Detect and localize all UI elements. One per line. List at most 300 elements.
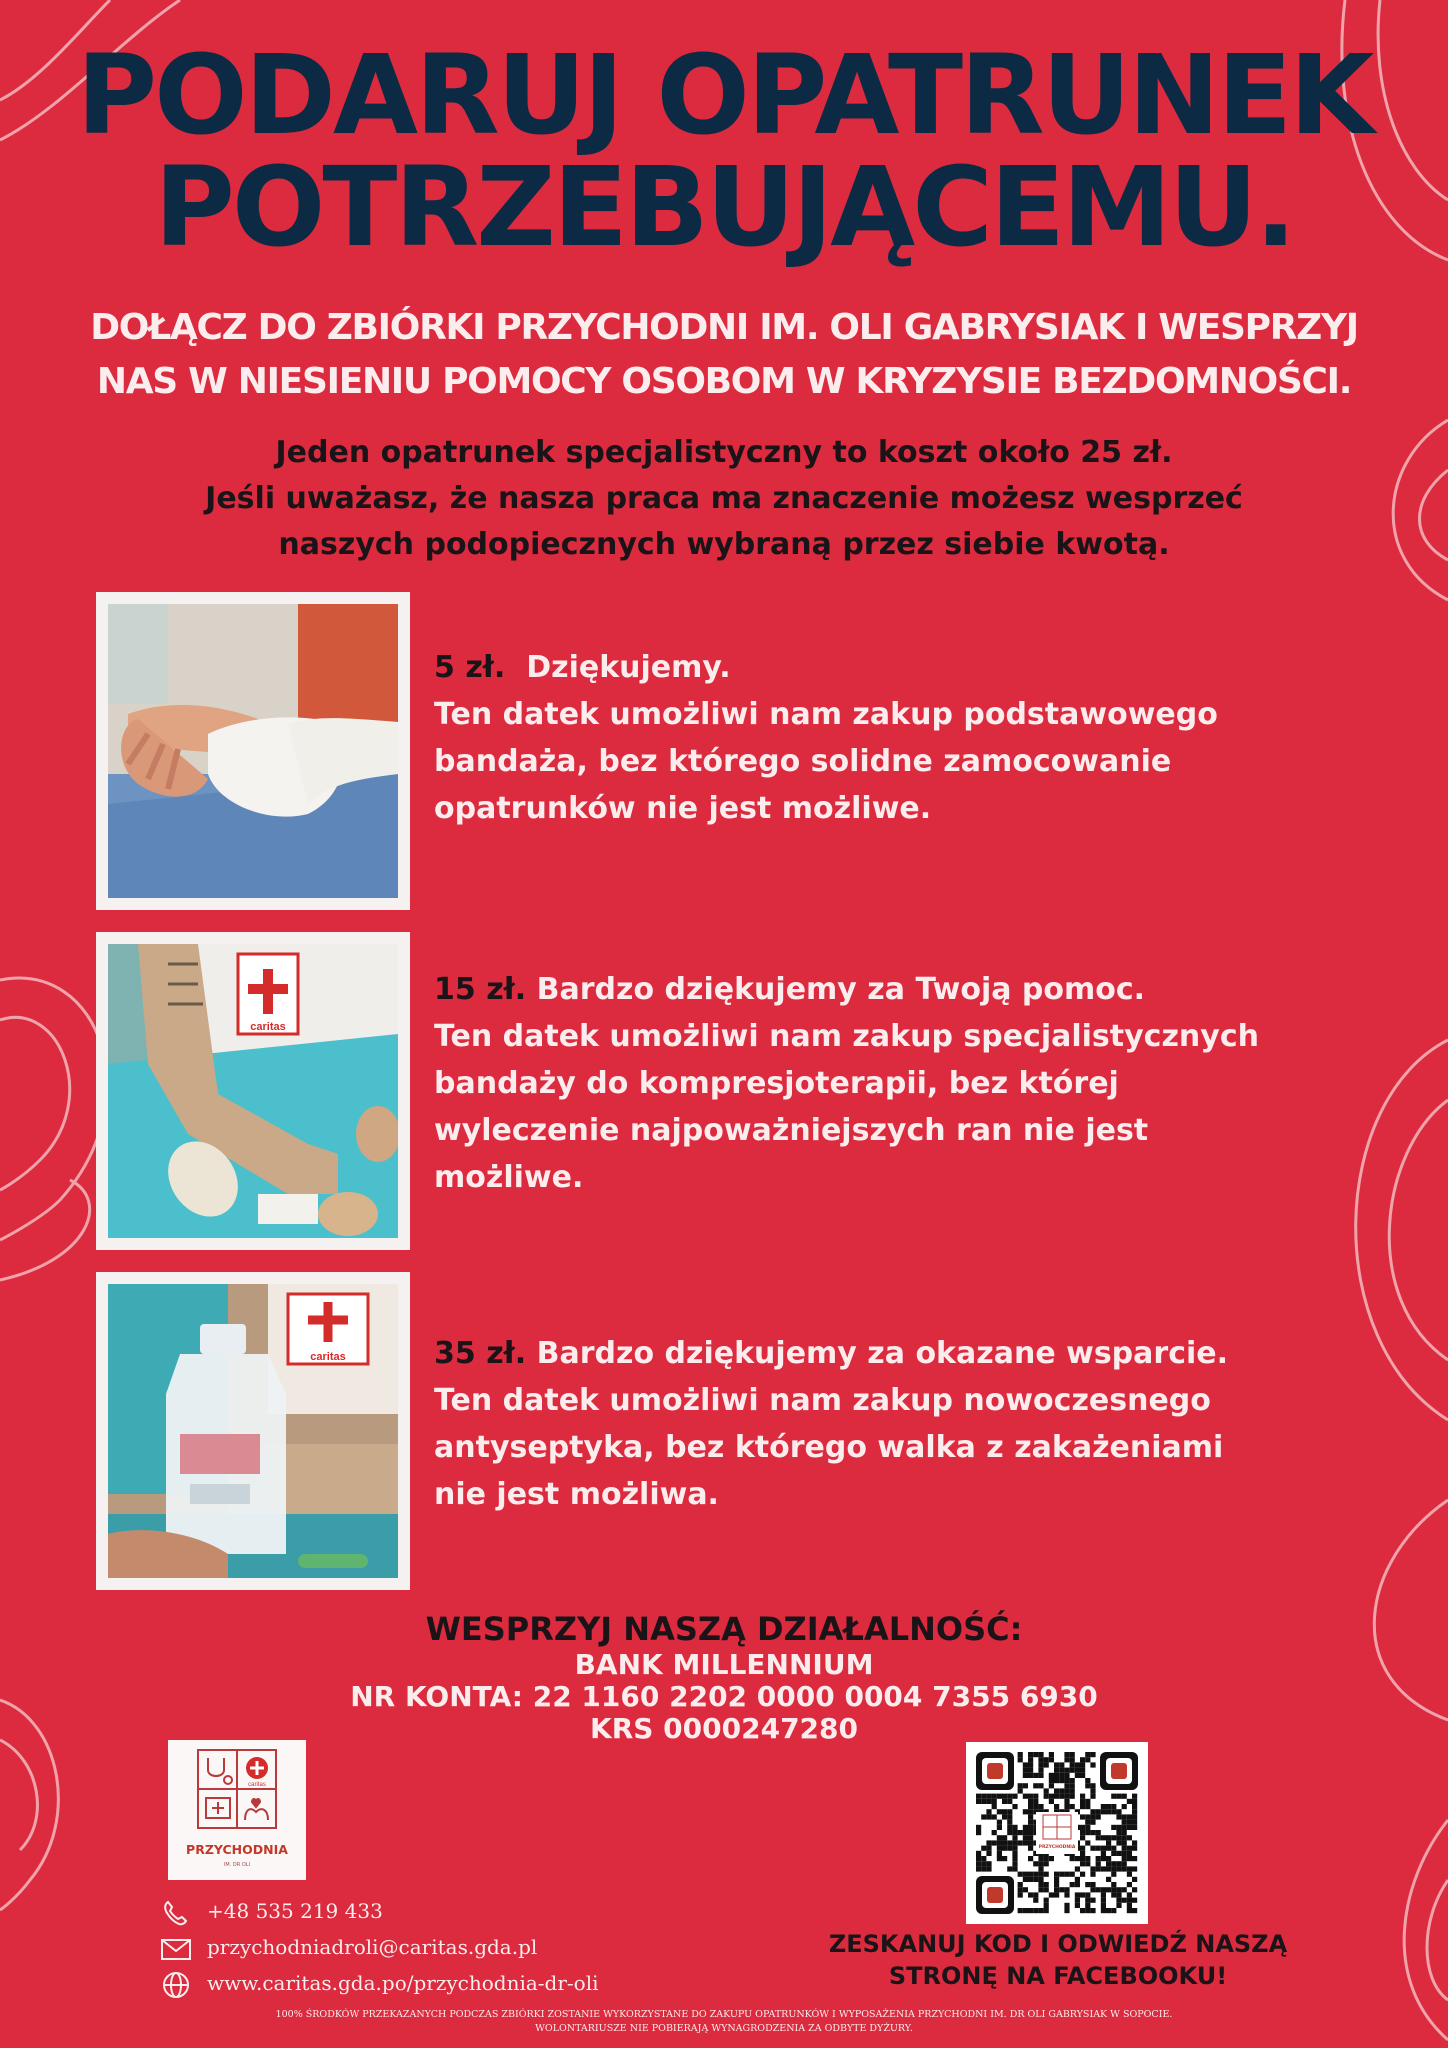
qr-module <box>1122 1825 1127 1830</box>
qr-module <box>1085 1908 1090 1913</box>
qr-module <box>1101 1908 1106 1913</box>
qr-module <box>1049 1773 1054 1778</box>
qr-module <box>1012 1866 1017 1871</box>
qr-module <box>1012 1840 1017 1845</box>
qr-module <box>1028 1799 1033 1804</box>
qr-module <box>1028 1856 1033 1861</box>
qr-module <box>981 1814 986 1819</box>
qr-module <box>1080 1814 1085 1819</box>
qr-module <box>1054 1804 1059 1809</box>
qr-module <box>1028 1835 1033 1840</box>
intro-line-3: naszych podopiecznych wybraną przez siebie kwotą. <box>278 527 1170 562</box>
poster-title-line-1: PODARUJ OPATRUNEK <box>76 31 1372 159</box>
tier-15-line: bandaży do kompresjoterapii, bez której <box>434 1066 1119 1101</box>
qr-module <box>976 1825 981 1830</box>
qr-caption-line-2: STRONĘ NA FACEBOOKU! <box>888 1962 1228 1990</box>
qr-module <box>976 1861 981 1866</box>
qr-module <box>1080 1773 1085 1778</box>
qr-module <box>981 1866 986 1871</box>
qr-module <box>1132 1846 1137 1851</box>
qr-module <box>1012 1846 1017 1851</box>
qr-module <box>1080 1892 1085 1897</box>
qr-module <box>1033 1861 1038 1866</box>
qr-module <box>1085 1820 1090 1825</box>
qr-module <box>1090 1898 1095 1903</box>
qr-module <box>1007 1820 1012 1825</box>
qr-module <box>1132 1908 1137 1913</box>
tier-35-thanks: Bardzo dziękujemy za okazane wsparcie. <box>536 1336 1229 1371</box>
qr-module <box>1002 1814 1007 1819</box>
qr-module <box>1018 1830 1023 1835</box>
stethoscope-icon <box>208 1758 232 1784</box>
qr-module <box>1106 1840 1111 1845</box>
qr-module <box>1028 1872 1033 1877</box>
qr-module <box>1096 1814 1101 1819</box>
qr-module <box>1080 1835 1085 1840</box>
qr-module <box>1127 1872 1132 1877</box>
phone-icon <box>160 1898 192 1928</box>
qr-module <box>1122 1851 1127 1856</box>
qr-module <box>1038 1762 1043 1767</box>
tier-15-amount: 15 zł. <box>434 972 527 1007</box>
qr-module <box>1018 1887 1023 1892</box>
qr-module <box>1090 1872 1095 1877</box>
logo-caritas-label: caritas <box>248 1782 266 1788</box>
bank-account-number: NR KONTA: 22 1160 2202 0000 0004 7355 6930 <box>350 1680 1098 1713</box>
poster-subtitle-line-1: DOŁĄCZ DO ZBIÓRKI PRZYCHODNI IM. OLI GABRYSIAK I WESPRZYJ <box>90 307 1358 348</box>
qr-module <box>1059 1762 1064 1767</box>
qr-module <box>1028 1809 1033 1814</box>
qr-module <box>1002 1856 1007 1861</box>
qr-module <box>1028 1752 1033 1757</box>
qr-module <box>1070 1804 1075 1809</box>
qr-module <box>1028 1846 1033 1851</box>
qr-module <box>1007 1814 1012 1819</box>
qr-module <box>1044 1898 1049 1903</box>
qr-module <box>1002 1809 1007 1814</box>
qr-module <box>1054 1773 1059 1778</box>
qr-module <box>1101 1892 1106 1897</box>
qr-module <box>1127 1898 1132 1903</box>
qr-module <box>981 1846 986 1851</box>
qr-module <box>1028 1830 1033 1835</box>
qr-module <box>986 1809 991 1814</box>
qr-module <box>1049 1778 1054 1783</box>
qr-module <box>1132 1794 1137 1799</box>
qr-module <box>1028 1794 1033 1799</box>
qr-module <box>1049 1856 1054 1861</box>
qr-module <box>1054 1892 1059 1897</box>
qr-module <box>1132 1825 1137 1830</box>
support-heading: WESPRZYJ NASZĄ DZIAŁALNOŚĆ: <box>425 1610 1023 1648</box>
qr-module <box>1085 1830 1090 1835</box>
qr-module <box>1116 1898 1121 1903</box>
qr-module <box>986 1866 991 1871</box>
qr-module <box>997 1846 1002 1851</box>
qr-module <box>1028 1773 1033 1778</box>
qr-module <box>1111 1804 1116 1809</box>
qr-module <box>1127 1856 1132 1861</box>
qr-module <box>1044 1794 1049 1799</box>
qr-module <box>1064 1892 1069 1897</box>
qr-module <box>1085 1814 1090 1819</box>
qr-module <box>1033 1872 1038 1877</box>
qr-module <box>1127 1892 1132 1897</box>
qr-module <box>1096 1861 1101 1866</box>
caritas-cross-icon <box>246 1757 268 1788</box>
qr-module <box>1070 1778 1075 1783</box>
qr-module <box>1028 1757 1033 1762</box>
qr-module <box>1090 1866 1095 1871</box>
qr-module <box>1111 1861 1116 1866</box>
qr-module <box>1132 1898 1137 1903</box>
qr-module <box>1044 1882 1049 1887</box>
qr-module <box>1038 1783 1043 1788</box>
qr-module <box>997 1820 1002 1825</box>
qr-module <box>1023 1872 1028 1877</box>
qr-module <box>1012 1851 1017 1856</box>
qr-module <box>1085 1778 1090 1783</box>
qr-module <box>1007 1830 1012 1835</box>
qr-module <box>1116 1825 1121 1830</box>
qr-module <box>1127 1835 1132 1840</box>
qr-module <box>1023 1830 1028 1835</box>
qr-module <box>1116 1840 1121 1845</box>
qr-module <box>992 1814 997 1819</box>
tier-15-thanks: Bardzo dziękujemy za Twoją pomoc. <box>536 972 1146 1007</box>
tier-5-line: Ten datek umożliwi nam zakup podstawowego <box>434 697 1218 732</box>
hands-heart-icon <box>245 1799 268 1820</box>
qr-module <box>1070 1872 1075 1877</box>
qr-module <box>1132 1809 1137 1814</box>
qr-module <box>1033 1773 1038 1778</box>
photo-bandaged-hand <box>108 604 398 898</box>
qr-module <box>1012 1794 1017 1799</box>
qr-module <box>1018 1752 1023 1757</box>
qr-module <box>1101 1809 1106 1814</box>
qr-module <box>1085 1903 1090 1908</box>
qr-module <box>1127 1851 1132 1856</box>
qr-module <box>1075 1877 1080 1882</box>
qr-module <box>1132 1866 1137 1871</box>
qr-module <box>1122 1814 1127 1819</box>
photo-frame-bandaged-hand <box>96 592 410 910</box>
qr-module <box>1101 1856 1106 1861</box>
qr-module <box>1033 1908 1038 1913</box>
qr-module <box>1049 1892 1054 1897</box>
qr-module <box>981 1799 986 1804</box>
qr-module <box>1085 1840 1090 1845</box>
qr-module <box>1090 1794 1095 1799</box>
qr-module <box>1127 1882 1132 1887</box>
qr-module <box>997 1835 1002 1840</box>
qr-module <box>1028 1877 1033 1882</box>
qr-module <box>976 1794 981 1799</box>
qr-module <box>986 1846 991 1851</box>
qr-module <box>1080 1846 1085 1851</box>
photo-caritas-label-2: caritas <box>310 1351 346 1363</box>
tier-5-amount: 5 zł. <box>434 650 506 685</box>
qr-module <box>1132 1814 1137 1819</box>
qr-module <box>1038 1856 1043 1861</box>
qr-module <box>1080 1799 1085 1804</box>
qr-module <box>1070 1783 1075 1788</box>
qr-module <box>1023 1809 1028 1814</box>
qr-module <box>1122 1898 1127 1903</box>
qr-module <box>1111 1872 1116 1877</box>
qr-module <box>1070 1882 1075 1887</box>
qr-module <box>1038 1882 1043 1887</box>
qr-module <box>1122 1846 1127 1851</box>
qr-module <box>1028 1768 1033 1773</box>
qr-module <box>1023 1762 1028 1767</box>
qr-module <box>1033 1892 1038 1897</box>
logo-name: PRZYCHODNIA <box>186 1842 288 1857</box>
qr-module <box>1101 1887 1106 1892</box>
qr-module <box>1070 1856 1075 1861</box>
qr-module <box>1111 1851 1116 1856</box>
qr-module <box>1028 1804 1033 1809</box>
qr-module <box>1090 1783 1095 1788</box>
qr-module <box>1080 1872 1085 1877</box>
qr-module <box>1111 1809 1116 1814</box>
qr-module <box>1075 1762 1080 1767</box>
qr-module <box>1033 1783 1038 1788</box>
qr-module <box>1085 1861 1090 1866</box>
qr-module <box>1064 1804 1069 1809</box>
qr-module <box>1116 1851 1121 1856</box>
qr-module <box>1033 1752 1038 1757</box>
qr-caption <box>800 1928 1316 1992</box>
qr-module <box>1101 1835 1106 1840</box>
qr-module <box>1064 1783 1069 1788</box>
qr-module <box>1059 1794 1064 1799</box>
tier-35-line: nie jest możliwa. <box>434 1477 719 1512</box>
qr-module <box>1101 1866 1106 1871</box>
qr-module <box>976 1851 981 1856</box>
qr-module <box>1075 1892 1080 1897</box>
qr-module <box>1116 1814 1121 1819</box>
qr-module <box>1018 1908 1023 1913</box>
qr-module <box>1054 1872 1059 1877</box>
contact-email-text: przychodniadroli@caritas.gda.pl <box>207 1935 538 1959</box>
qr-module <box>1080 1861 1085 1866</box>
qr-module <box>1080 1908 1085 1913</box>
qr-module <box>1007 1846 1012 1851</box>
qr-module <box>1002 1835 1007 1840</box>
qr-module <box>1038 1773 1043 1778</box>
qr-module <box>1111 1846 1116 1851</box>
qr-module <box>1111 1835 1116 1840</box>
tier-5-thanks: Dziękujemy. <box>526 650 731 685</box>
qr-module <box>1116 1830 1121 1835</box>
qr-module <box>1044 1872 1049 1877</box>
globe-icon <box>160 1970 192 2000</box>
contact-phone-text: +48 535 219 433 <box>207 1899 383 1923</box>
intro-line-1: Jeden opatrunek specjalistyczny to koszt około 25 zł. <box>275 435 1173 470</box>
qr-module <box>1132 1840 1137 1845</box>
qr-module <box>1033 1877 1038 1882</box>
qr-module <box>1070 1752 1075 1757</box>
qr-module <box>1116 1835 1121 1840</box>
qr-module <box>1028 1908 1033 1913</box>
qr-module <box>1028 1814 1033 1819</box>
qr-module <box>1023 1783 1028 1788</box>
qr-module <box>1090 1882 1095 1887</box>
tier-35-line: antyseptyka, bez którego walka z zakażeniami <box>434 1430 1224 1465</box>
qr-module <box>1085 1856 1090 1861</box>
qr-module <box>1064 1768 1069 1773</box>
qr-module <box>976 1866 981 1871</box>
qr-module <box>1012 1830 1017 1835</box>
qr-module <box>1080 1825 1085 1830</box>
qr-module <box>1085 1825 1090 1830</box>
qr-module <box>986 1861 991 1866</box>
tier-15-line: wyleczenie najpoważniejszych ran nie jest <box>434 1113 1149 1148</box>
qr-module <box>1007 1794 1012 1799</box>
qr-module <box>1080 1794 1085 1799</box>
qr-module <box>1111 1794 1116 1799</box>
qr-module <box>1028 1892 1033 1897</box>
qr-module <box>1012 1835 1017 1840</box>
qr-module <box>1023 1825 1028 1830</box>
footnote <box>0 2008 1448 2036</box>
qr-module <box>1044 1903 1049 1908</box>
qr-module <box>1090 1788 1095 1793</box>
qr-module <box>1096 1856 1101 1861</box>
qr-module <box>1038 1804 1043 1809</box>
photo-caritas-label: caritas <box>250 1021 286 1033</box>
qr-module <box>1023 1773 1028 1778</box>
qr-module <box>1075 1898 1080 1903</box>
qr-module <box>1122 1835 1127 1840</box>
qr-module <box>1096 1846 1101 1851</box>
qr-module <box>1096 1835 1101 1840</box>
qr-module <box>1111 1892 1116 1897</box>
qr-module <box>1090 1752 1095 1757</box>
facebook-qr-code[interactable] <box>966 1742 1148 1924</box>
qr-module <box>1096 1830 1101 1835</box>
qr-module <box>1122 1840 1127 1845</box>
qr-module <box>1080 1856 1085 1861</box>
qr-module <box>981 1794 986 1799</box>
qr-module <box>1049 1799 1054 1804</box>
qr-module <box>981 1861 986 1866</box>
qr-module <box>1106 1809 1111 1814</box>
tier-35-amount: 35 zł. <box>434 1336 527 1371</box>
qr-module <box>1018 1783 1023 1788</box>
qr-module <box>1012 1856 1017 1861</box>
qr-module <box>1018 1840 1023 1845</box>
qr-module <box>1085 1752 1090 1757</box>
qr-module <box>1116 1892 1121 1897</box>
qr-module <box>1096 1866 1101 1871</box>
qr-module <box>1023 1835 1028 1840</box>
qr-module <box>1007 1799 1012 1804</box>
qr-module <box>1064 1799 1069 1804</box>
qr-module <box>1122 1887 1127 1892</box>
qr-module <box>1132 1887 1137 1892</box>
qr-module <box>1028 1825 1033 1830</box>
qr-module <box>1127 1820 1132 1825</box>
qr-module <box>1044 1856 1049 1861</box>
qr-module <box>1106 1866 1111 1871</box>
qr-module <box>1106 1887 1111 1892</box>
qr-module <box>1080 1768 1085 1773</box>
qr-module <box>1085 1757 1090 1762</box>
qr-module <box>1054 1794 1059 1799</box>
qr-module <box>1023 1768 1028 1773</box>
tier-5-headline <box>434 644 1334 691</box>
qr-module <box>1054 1788 1059 1793</box>
photo-compression-bandages <box>108 944 398 1238</box>
qr-module <box>1127 1908 1132 1913</box>
logo-sub: IM. DR OLI <box>223 1862 251 1868</box>
qr-module <box>1080 1851 1085 1856</box>
qr-module <box>1116 1861 1121 1866</box>
qr-module <box>1085 1799 1090 1804</box>
qr-module <box>1116 1809 1121 1814</box>
qr-module <box>997 1840 1002 1845</box>
qr-module <box>1127 1814 1132 1819</box>
qr-module <box>992 1799 997 1804</box>
qr-module <box>992 1794 997 1799</box>
qr-module <box>1028 1762 1033 1767</box>
qr-module <box>1033 1898 1038 1903</box>
qr-module <box>1090 1908 1095 1913</box>
tier-35-headline <box>434 1330 1334 1377</box>
qr-module <box>1007 1825 1012 1830</box>
qr-module <box>1111 1866 1116 1871</box>
qr-module <box>997 1809 1002 1814</box>
qr-module <box>1101 1846 1106 1851</box>
qr-module <box>1085 1804 1090 1809</box>
qr-module <box>986 1794 991 1799</box>
qr-module <box>1075 1768 1080 1773</box>
qr-module <box>1038 1866 1043 1871</box>
qr-module <box>1054 1887 1059 1892</box>
tier-15-line: Ten datek umożliwi nam zakup specjalistycznych <box>434 1019 1259 1054</box>
qr-module <box>1018 1757 1023 1762</box>
qr-module <box>1080 1762 1085 1767</box>
qr-module <box>1070 1762 1075 1767</box>
qr-module <box>1064 1778 1069 1783</box>
poster-subtitle-line-2: NAS W NIESIENIU POMOCY OSOBOM W KRYZYSIE BEZDOMNOŚCI. <box>96 361 1352 402</box>
qr-module <box>992 1804 997 1809</box>
qr-module <box>1044 1861 1049 1866</box>
qr-module <box>1127 1866 1132 1871</box>
qr-module <box>1122 1866 1127 1871</box>
qr-module <box>1064 1903 1069 1908</box>
qr-module <box>1038 1908 1043 1913</box>
qr-module <box>1127 1825 1132 1830</box>
qr-module <box>1116 1887 1121 1892</box>
qr-module <box>1038 1887 1043 1892</box>
qr-module <box>1064 1757 1069 1762</box>
footnote-line-2: WOLONTARIUSZE NIE POBIERAJĄ WYNAGRODZENIA ZA ODBYTE DYŻURY. <box>535 2023 913 2034</box>
qr-module <box>1096 1887 1101 1892</box>
qr-module <box>1018 1882 1023 1887</box>
qr-module <box>1080 1804 1085 1809</box>
tier-5-text <box>434 644 1334 832</box>
qr-module <box>1059 1887 1064 1892</box>
qr-module <box>1007 1809 1012 1814</box>
qr-module <box>1127 1846 1132 1851</box>
photo-frame-antiseptic <box>96 1272 410 1590</box>
qr-module <box>1101 1898 1106 1903</box>
qr-module <box>1080 1830 1085 1835</box>
qr-module <box>1023 1877 1028 1882</box>
